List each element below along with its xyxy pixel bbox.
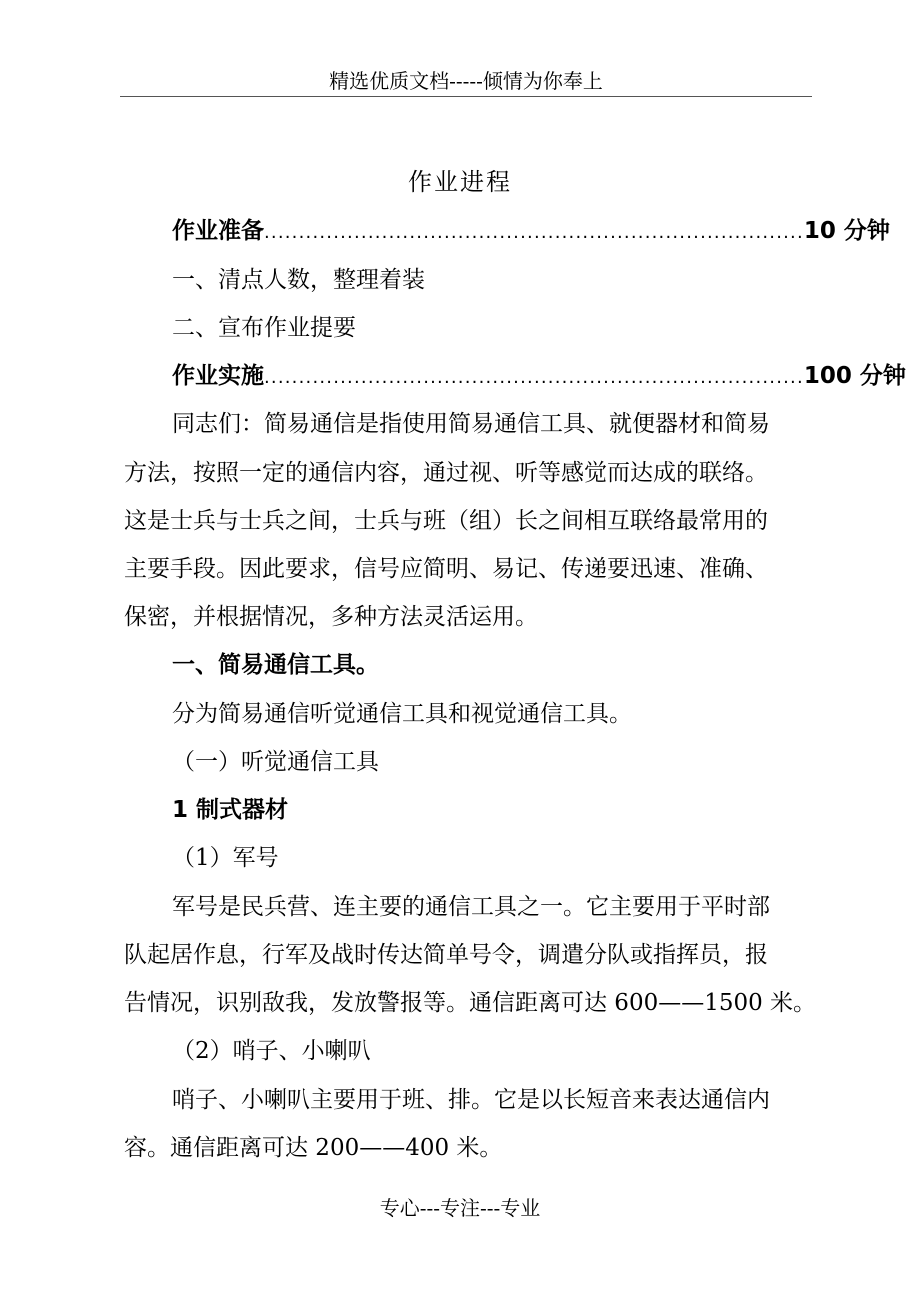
toc-row-implement bbox=[172, 358, 906, 396]
section-description: 分为简易通信听觉通信工具和视觉通信工具。 bbox=[172, 701, 632, 727]
section-heading: 一、简易通信工具。 bbox=[172, 652, 379, 678]
item-paragraph-line: 容。通信距离可达 200——400 米。 bbox=[124, 1135, 503, 1161]
item-paragraph-line: 军号是民兵营、连主要的通信工具之一。它主要用于平时部 bbox=[172, 894, 770, 920]
toc-label: 作业准备 bbox=[172, 218, 264, 244]
intro-line: 同志们：简易通信是指使用简易通信工具、就便器材和简易 bbox=[172, 411, 770, 437]
subsection-heading: （一）听觉通信工具 bbox=[172, 749, 379, 775]
toc-label: 作业实施 bbox=[172, 363, 264, 389]
page-header-text: 精选优质文档-----倾情为你奉上 bbox=[329, 69, 603, 93]
toc-value: 10 分钟 bbox=[803, 218, 890, 244]
document-title: 作业进程 bbox=[408, 168, 512, 196]
toc-leader-dots: .............................................................................. bbox=[264, 222, 804, 243]
page-footer: 专心---专注---专业 bbox=[379, 1196, 541, 1220]
page-header bbox=[120, 66, 812, 97]
item-paragraph-line: 队起居作息，行军及战时传达简单号令，调遣分队或指挥员，报 bbox=[124, 942, 768, 968]
item-label: （2）哨子、小喇叭 bbox=[172, 1038, 371, 1064]
prep-item: 二、宣布作业提要 bbox=[172, 315, 356, 341]
sub-subsection-heading: 1 制式器材 bbox=[172, 797, 289, 823]
intro-line: 主要手段。因此要求，信号应简明、易记、传递要迅速、准确、 bbox=[124, 556, 768, 582]
intro-line: 保密，并根据情况，多种方法灵活运用。 bbox=[124, 604, 538, 630]
toc-row-prep bbox=[172, 213, 890, 251]
prep-item: 一、清点人数，整理着装 bbox=[172, 267, 425, 293]
intro-line: 方法，按照一定的通信内容，通过视、听等感觉而达成的联络。 bbox=[124, 460, 768, 486]
item-paragraph-line: 哨子、小喇叭主要用于班、排。它是以长短音来表达通信内 bbox=[172, 1087, 770, 1113]
item-label: （1）军号 bbox=[172, 845, 279, 871]
toc-value: 100 分钟 bbox=[803, 363, 906, 389]
toc-leader-dots: .............................................................................. bbox=[264, 367, 804, 388]
item-paragraph-line: 告情况，识别敌我，发放警报等。通信距离可达 600——1500 米。 bbox=[124, 990, 817, 1016]
intro-line: 这是士兵与士兵之间，士兵与班（组）长之间相互联络最常用的 bbox=[124, 508, 768, 534]
